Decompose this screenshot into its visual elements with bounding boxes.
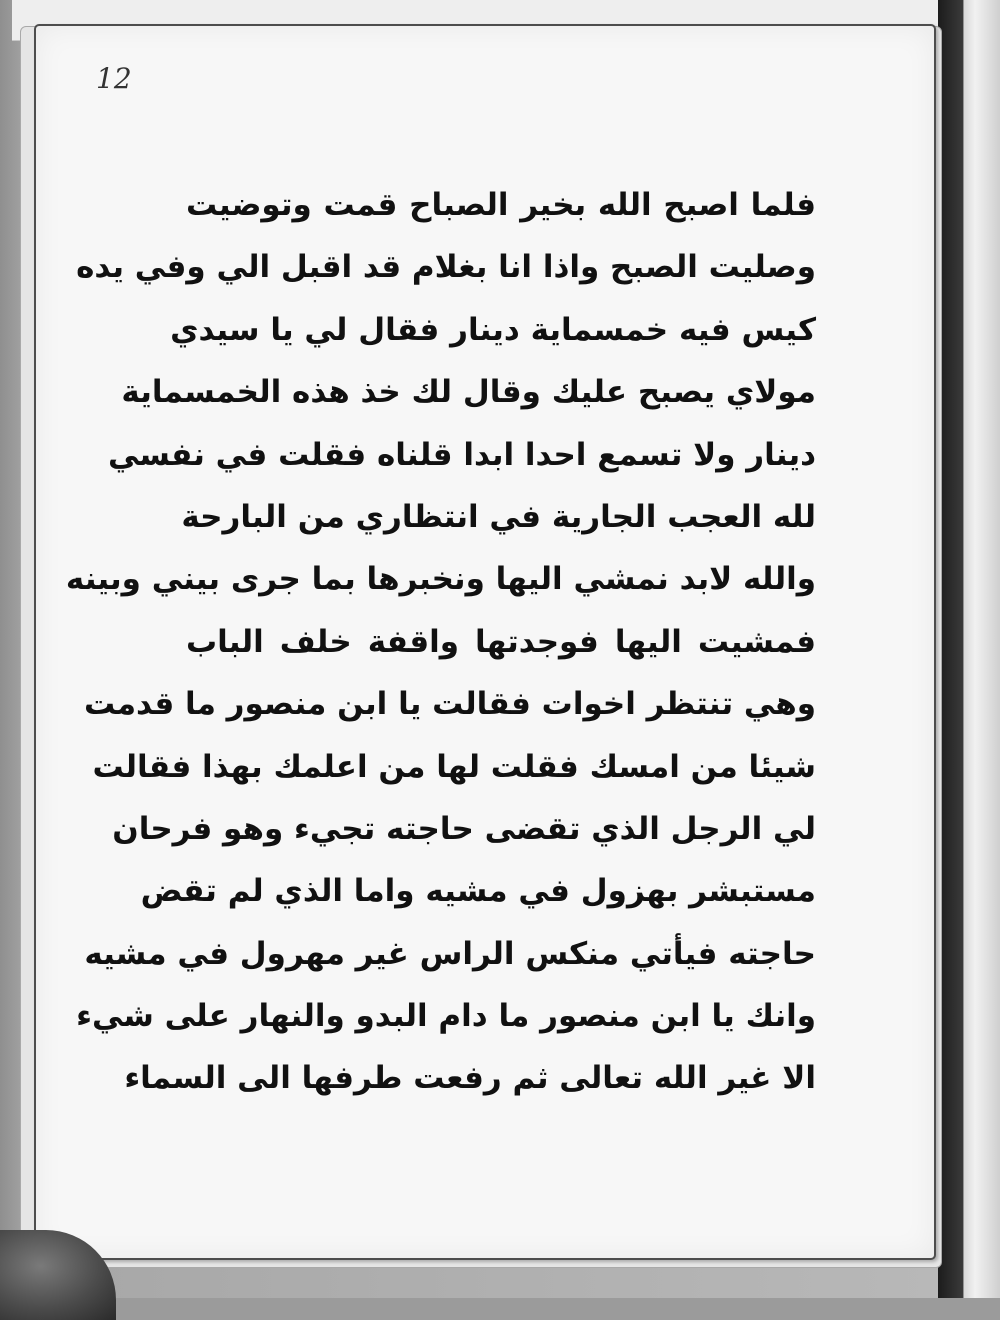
text-line: لله العجب الجارية في انتظاري من البارحة <box>181 498 816 535</box>
text-line: لي الرجل الذي تقضى حاجته تجيء وهو فرحان <box>112 810 816 847</box>
text-line: حاجته فيأتي منكس الراس غير مهرول في مشيه <box>84 935 816 972</box>
text-line: كيس فيه خمسماية دينار فقال لي يا سيدي <box>170 311 816 348</box>
book-binding-edge <box>938 0 1000 1298</box>
manuscript-page <box>34 24 936 1260</box>
text-line: الا غير الله تعالى ثم رفعت طرفها الى السماء <box>124 1060 816 1097</box>
folio-number: 12 <box>96 62 132 95</box>
text-line: مستبشر بهزول في مشيه واما الذي لم تقض <box>140 873 816 910</box>
text-line: شيئا من امسك فقلت لها من اعلمك بهذا فقالت <box>92 748 816 785</box>
text-line: والله لابد نمشي اليها ونخبرها بما جرى بيني وبينه <box>65 561 816 598</box>
text-line: وانك يا ابن منصور ما دام البدو والنهار على شيء <box>76 998 816 1035</box>
text-line: فلما اصبح الله بخير الصباح قمت وتوضيت <box>186 187 816 223</box>
text-line: مولاي يصبح عليك وقال لك خذ هذه الخمسماية <box>121 374 816 411</box>
text-line: دينار ولا تسمع احدا ابدا قلناه فقلت في نفسي <box>108 436 816 473</box>
arabic-text-block <box>65 174 816 1110</box>
text-line: وهي تنتظر اخوات فقالت يا ابن منصور ما قدمت <box>84 686 816 723</box>
text-line: وصليت الصبح واذا انا بغلام قد اقبل الي وفي يده <box>76 249 816 286</box>
text-line: فمشيت اليها فوجدتها واقفة خلف الباب <box>186 623 816 660</box>
